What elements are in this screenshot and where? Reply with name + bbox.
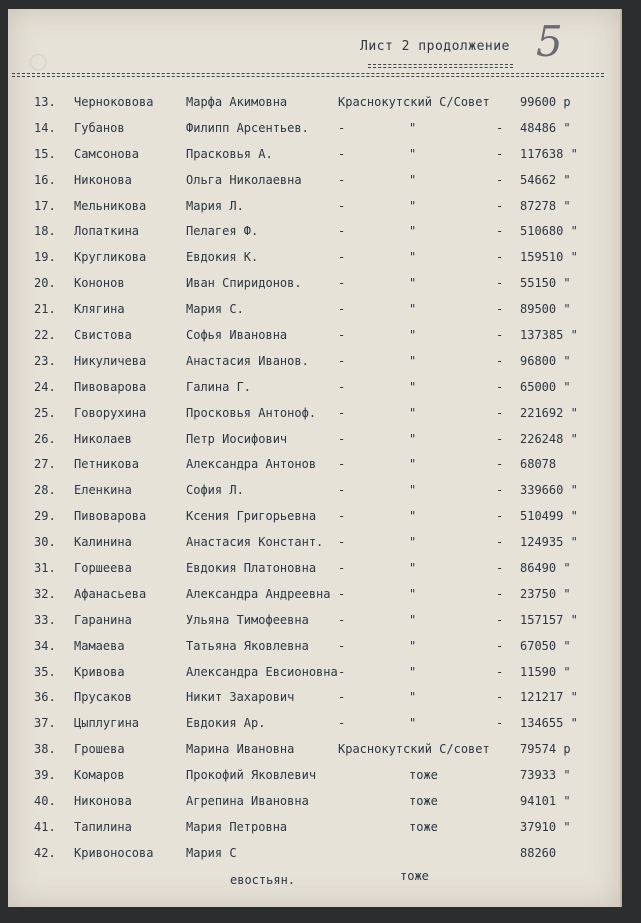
row-dash: -: [496, 328, 504, 343]
row-given-name: Ольга Николаевна: [186, 172, 302, 187]
row-given-name: София Л.: [186, 483, 244, 498]
row-ditto-mark: ": [409, 690, 417, 705]
row-amount: 86490 ": [520, 561, 571, 576]
row-amount: 510680 ": [520, 224, 578, 239]
row-dash: -: [496, 302, 504, 317]
row-number: 34.: [34, 638, 56, 653]
row-amount: 510499 ": [520, 509, 578, 524]
watermark: ○: [22, 45, 53, 78]
row-number: 27.: [34, 457, 56, 472]
row-given-name: Галина Г.: [186, 379, 252, 394]
row-number: 42.: [34, 845, 56, 860]
row-surname: Горшеева: [74, 561, 132, 576]
table-row: [8, 788, 620, 814]
top-rule: [12, 73, 604, 77]
row-ditto-mark: тоже: [409, 794, 438, 809]
row-ditto-mark: ": [409, 431, 417, 446]
table-row: [8, 270, 620, 296]
row-surname: Свистова: [74, 328, 132, 343]
row-dash: -: [496, 483, 504, 498]
row-number: 19.: [34, 250, 56, 265]
row-given-name: Мария Л.: [186, 198, 244, 213]
row-number: 23.: [34, 353, 56, 368]
table-row: [8, 322, 620, 348]
row-dash: -: [496, 379, 504, 394]
table-row: [8, 633, 620, 659]
row-given-name: Прокофий Яковлевич: [186, 768, 317, 783]
table-row: [8, 193, 620, 219]
row-surname: Мамаева: [74, 638, 125, 653]
row-surname: Николаев: [74, 431, 132, 446]
row-number: 36.: [34, 690, 56, 705]
row-number: 21.: [34, 302, 56, 317]
table-row: [8, 762, 620, 788]
row-district: -: [338, 224, 346, 239]
row-amount: 23750 ": [520, 586, 571, 601]
row-surname: Кононов: [74, 276, 125, 291]
row-given-name: Никит Захарович: [186, 690, 295, 705]
row-given-name: Евдокия Ар.: [186, 716, 266, 731]
row-given-name: Ксения Григорьевна: [186, 509, 317, 524]
row-surname: Комаров: [74, 768, 125, 783]
table-row: [8, 167, 620, 193]
row-surname: Афанасьева: [74, 586, 147, 601]
row-given-name: Пелагея Ф.: [186, 224, 259, 239]
row-ditto-mark: тоже: [409, 768, 438, 783]
row-dash: -: [496, 198, 504, 213]
row-district: -: [338, 509, 346, 524]
row-given-name: Александра Евсионовна: [186, 664, 338, 679]
row-district: -: [338, 250, 346, 265]
row-ditto-mark: ": [409, 483, 417, 498]
row-surname: Самсонова: [74, 146, 140, 161]
row-given-name: Александра Андреевна: [186, 586, 331, 601]
row-surname: Тапилина: [74, 819, 132, 834]
row-district: -: [338, 716, 346, 731]
table-row: [8, 607, 620, 633]
row-amount: 68078: [520, 457, 557, 472]
row-amount: 221692 ": [520, 405, 578, 420]
row-given-name: Мария Петровна: [186, 819, 288, 834]
table-row: [8, 581, 620, 607]
row-district: -: [338, 146, 346, 161]
row-amount: 88260: [520, 845, 557, 860]
row-number: 25.: [34, 405, 56, 420]
row-district: -: [338, 457, 346, 472]
row-ditto-mark: ": [409, 120, 417, 135]
row-amount: 137385 ": [520, 328, 578, 343]
row-surname: Черноковова: [74, 95, 154, 109]
row-surname: Лопаткина: [74, 224, 140, 239]
row-district: -: [338, 664, 346, 679]
footer-continuation: евостьян.: [230, 873, 296, 887]
row-given-name: Агрепина Ивановна: [186, 794, 309, 809]
row-given-name: Марфа Акимовна: [186, 95, 288, 109]
row-ditto-mark: ": [409, 302, 417, 317]
row-ditto-mark: ": [409, 172, 417, 187]
row-dash: -: [496, 457, 504, 472]
row-number: 39.: [34, 768, 56, 783]
row-amount: 87278 ": [520, 198, 571, 213]
row-surname: Пивоварова: [74, 509, 147, 524]
row-dash: -: [496, 172, 504, 187]
row-ditto-mark: ": [409, 353, 417, 368]
row-surname: Никонова: [74, 172, 132, 187]
row-number: 32.: [34, 586, 56, 601]
row-surname: Никуличева: [74, 353, 147, 368]
row-district: -: [338, 120, 346, 135]
row-district: -: [338, 405, 346, 420]
row-amount: 79574 р: [520, 742, 571, 757]
row-number: 41.: [34, 819, 56, 834]
row-surname: Клягина: [74, 302, 125, 317]
table-row: [8, 477, 620, 503]
row-given-name: Прасковья А.: [186, 146, 273, 161]
row-surname: Говорухина: [74, 405, 147, 420]
row-amount: 159510 ": [520, 250, 578, 265]
table-row: [8, 451, 620, 477]
row-given-name: Просковья Антоноф.: [186, 405, 317, 420]
table-row: [8, 814, 620, 840]
table-row: [8, 115, 620, 141]
row-surname: Грошева: [74, 742, 125, 757]
row-dash: -: [496, 586, 504, 601]
row-amount: 67050 ": [520, 638, 571, 653]
row-ditto-mark: ": [409, 612, 417, 627]
row-surname: Пивоварова: [74, 379, 147, 394]
row-number: 37.: [34, 716, 56, 731]
heading-underline: [368, 64, 513, 68]
row-number: 16.: [34, 172, 56, 187]
row-surname: Калинина: [74, 535, 132, 550]
row-dash: -: [496, 535, 504, 550]
table-row: [8, 348, 620, 374]
row-amount: 134655 ": [520, 716, 578, 731]
row-ditto-mark: ": [409, 276, 417, 291]
footer-same-mark: тоже: [400, 869, 429, 883]
table-row: [8, 555, 620, 581]
table-row: [8, 89, 620, 115]
row-ditto-mark: ": [409, 561, 417, 576]
table-row: [8, 426, 620, 452]
row-surname: Кривова: [74, 664, 125, 679]
row-number: 30.: [34, 535, 56, 550]
row-ditto-mark: ": [409, 664, 417, 679]
row-district: -: [338, 276, 346, 291]
row-given-name: Иван Спиридонов.: [186, 276, 302, 291]
table-row: [8, 736, 620, 762]
row-ditto-mark: ": [409, 586, 417, 601]
row-number: 17.: [34, 198, 56, 213]
row-surname: Еленкина: [74, 483, 132, 498]
row-amount: 121217 ": [520, 690, 578, 705]
row-number: 26.: [34, 431, 56, 446]
table-row: [8, 659, 620, 685]
row-given-name: Анастасия Иванов.: [186, 353, 309, 368]
row-ditto-mark: тоже: [409, 819, 438, 834]
row-dash: -: [496, 250, 504, 265]
row-dash: -: [496, 405, 504, 420]
row-ditto-mark: ": [409, 535, 417, 550]
row-ditto-mark: ": [409, 224, 417, 239]
row-number: 15.: [34, 146, 56, 161]
row-district: -: [338, 379, 346, 394]
row-dash: -: [496, 353, 504, 368]
row-given-name: Евдокия К.: [186, 250, 259, 265]
row-dash: -: [496, 612, 504, 627]
table-row: [8, 374, 620, 400]
table-row: [8, 218, 620, 244]
row-surname: Никонова: [74, 794, 132, 809]
row-ditto-mark: ": [409, 328, 417, 343]
row-number: 31.: [34, 561, 56, 576]
row-surname: Гаранина: [74, 612, 132, 627]
row-given-name: Софья Ивановна: [186, 328, 288, 343]
table-row: [8, 296, 620, 322]
table-row: [8, 141, 620, 167]
row-number: 28.: [34, 483, 56, 498]
row-amount: 65000 ": [520, 379, 571, 394]
table-row: [8, 400, 620, 426]
document-sheet: [8, 9, 622, 907]
row-district: -: [338, 431, 346, 446]
row-district: -: [338, 198, 346, 213]
row-ditto-mark: ": [409, 716, 417, 731]
row-given-name: Марина Ивановна: [186, 742, 295, 757]
row-number: 40.: [34, 794, 56, 809]
row-amount: 157157 ": [520, 612, 578, 627]
row-dash: -: [496, 690, 504, 705]
row-dash: -: [496, 716, 504, 731]
row-number: 18.: [34, 224, 56, 239]
row-ditto-mark: ": [409, 405, 417, 420]
row-number: 33.: [34, 612, 56, 627]
page-number: 5: [536, 17, 563, 66]
table-row: [8, 684, 620, 710]
row-amount: 55150 ": [520, 276, 571, 291]
row-dash: -: [496, 638, 504, 653]
row-amount: 94101 ": [520, 794, 571, 809]
row-amount: 339660 ": [520, 483, 578, 498]
list-heading: Лист 2 продолжение: [360, 39, 510, 54]
row-district: -: [338, 483, 346, 498]
row-number: 29.: [34, 509, 56, 524]
row-ditto-mark: ": [409, 638, 417, 653]
row-district: -: [338, 638, 346, 653]
row-district: -: [338, 612, 346, 627]
row-surname: Петникова: [74, 457, 140, 472]
row-ditto-mark: ": [409, 379, 417, 394]
row-given-name: Александра Антонов: [186, 457, 317, 472]
row-surname: Кругликова: [74, 250, 147, 265]
row-dash: -: [496, 120, 504, 135]
row-dash: -: [496, 146, 504, 161]
row-ditto-mark: ": [409, 509, 417, 524]
row-ditto-mark: ": [409, 146, 417, 161]
row-surname: Цыплугина: [74, 716, 140, 731]
row-number: 22.: [34, 328, 56, 343]
table-row: [8, 840, 620, 866]
row-amount: 73933 ": [520, 768, 571, 783]
row-amount: 124935 ": [520, 535, 578, 550]
row-given-name: Татьяна Яковлевна: [186, 638, 309, 653]
table-row: [8, 710, 620, 736]
row-number: 20.: [34, 276, 56, 291]
row-number: 13.: [34, 95, 56, 109]
row-amount: 96800 ": [520, 353, 571, 368]
row-given-name: Ульяна Тимофеевна: [186, 612, 309, 627]
row-dash: -: [496, 224, 504, 239]
row-given-name: Евдокия Платоновна: [186, 561, 317, 576]
row-district: -: [338, 328, 346, 343]
entries-list: [8, 89, 620, 866]
row-number: 24.: [34, 379, 56, 394]
row-surname: Кривоносова: [74, 845, 154, 860]
table-row: [8, 503, 620, 529]
row-given-name: Анастасия Констант.: [186, 535, 324, 550]
row-surname: Прусаков: [74, 690, 132, 705]
row-dash: -: [496, 276, 504, 291]
row-number: 35.: [34, 664, 56, 679]
row-amount: 226248 ": [520, 431, 578, 446]
row-district: -: [338, 561, 346, 576]
row-amount: 99600 р: [520, 95, 571, 109]
table-row: [8, 244, 620, 270]
row-dash: -: [496, 664, 504, 679]
row-ditto-mark: ": [409, 250, 417, 265]
row-ditto-mark: ": [409, 198, 417, 213]
row-district: -: [338, 586, 346, 601]
row-amount: 89500 ": [520, 302, 571, 317]
row-given-name: Филипп Арсентьев.: [186, 120, 309, 135]
table-row: [8, 529, 620, 555]
row-dash: -: [496, 509, 504, 524]
row-given-name: Мария С.: [186, 302, 244, 317]
row-amount: 48486 ": [520, 120, 571, 135]
row-district: -: [338, 353, 346, 368]
row-dash: -: [496, 561, 504, 576]
row-ditto-mark: ": [409, 457, 417, 472]
row-amount: 11590 ": [520, 664, 571, 679]
row-district: -: [338, 690, 346, 705]
row-number: 14.: [34, 120, 56, 135]
row-surname: Мельникова: [74, 198, 147, 213]
footer-line: [230, 869, 429, 887]
row-amount: 37910 ": [520, 819, 571, 834]
row-district: Краснокутский С/Совет: [338, 95, 490, 109]
row-district: -: [338, 535, 346, 550]
row-number: 38.: [34, 742, 56, 757]
row-surname: Губанов: [74, 120, 125, 135]
row-dash: -: [496, 431, 504, 446]
row-amount: 54662 ": [520, 172, 571, 187]
row-given-name: Петр Иосифович: [186, 431, 288, 446]
row-district: -: [338, 302, 346, 317]
row-district: Краснокутский С/совет: [338, 742, 490, 757]
row-given-name: Мария С: [186, 845, 237, 860]
row-district: -: [338, 172, 346, 187]
row-amount: 117638 ": [520, 146, 578, 161]
